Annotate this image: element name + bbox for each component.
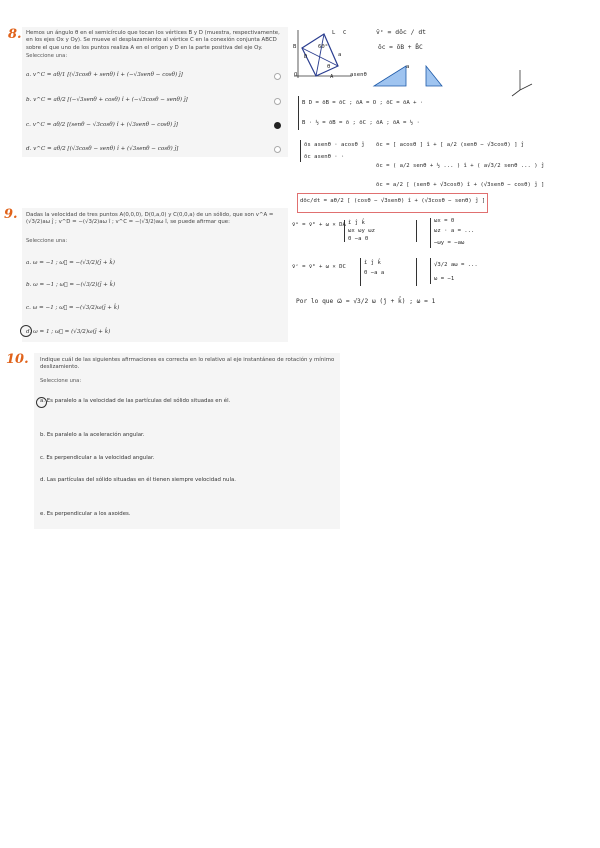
question-8-select-label: Seleccione una: <box>26 53 68 59</box>
q9-option-d-formula: ω = 1 ; ω⃗ = (√3/2)ω(ĵ + k̂) <box>33 329 111 335</box>
q8-option-b-letter: b. <box>26 97 32 103</box>
question-10-number: 10. <box>6 352 29 367</box>
q9-result-1: ωx = 0 <box>434 218 455 224</box>
q8-option-b[interactable] <box>26 97 188 103</box>
q8-option-b-radio[interactable] <box>274 98 281 105</box>
q9-det-row-3: 0 −a 0 <box>348 236 369 242</box>
question-9-number: 9. <box>4 207 18 222</box>
q9-det-bar-3 <box>360 258 361 286</box>
q9-option-a[interactable] <box>26 260 115 266</box>
q9-det-row-1: î ĵ k̂ <box>348 220 365 226</box>
q9-final-line: Por lo que ω⃗ = √3/2 ω (ĵ + k̂) ; ω = 1 <box>296 298 436 305</box>
q8-option-c[interactable] <box>26 122 178 128</box>
brace-1 <box>298 96 299 130</box>
axes-sketch <box>508 68 534 98</box>
q8-option-b-formula: v^C = aθ/2 [(−√3senθ + cosθ) î + (−√3cosθ − senθ) ĵ] <box>33 97 188 103</box>
q9-det-row-5: 0 −a a <box>364 270 385 276</box>
sketch-label-theta: θ <box>327 64 331 70</box>
question-9-text: Dadas la velocidad de tres puntos A(0,0,0), D(0,a,0) y C(0,0,a) de un sólido, que son v^A = (√3/2)aω ĵ ; v^D = −(√3/2)aω î ; v^C = −(√3/2)aω î, se puede afirmar que: <box>26 212 274 226</box>
question-9-panel <box>22 208 288 342</box>
triangle-2-label: a <box>406 64 410 70</box>
sketch-label-o: O <box>294 72 298 78</box>
q10-option-c[interactable] <box>40 455 154 461</box>
q8-option-c-letter: c. <box>26 122 31 128</box>
q10-option-a-letter: a. <box>40 398 46 404</box>
q10-option-a[interactable] <box>40 398 230 404</box>
question-8-number: 8. <box>8 27 22 42</box>
q10-option-c-letter: c. <box>40 455 45 461</box>
q9-note-line-2: v̄ᶜ = v̄ᴰ + ω × DC <box>292 264 346 270</box>
q10-option-b-letter: b. <box>40 432 46 438</box>
q10-option-c-label: Es perpendicular a la velocidad angular. <box>46 455 155 461</box>
q9-result-2: ωz · a = ... <box>434 228 475 234</box>
q10-option-a-label: Es paralelo a la velocidad de las partículas del sólido situadas en él. <box>46 398 231 404</box>
brace-2 <box>300 140 301 162</box>
q8-option-c-formula: v^C = aθ/2 [(senθ − √3cosθ) î + (√3senθ − cosθ) ĵ] <box>32 122 178 128</box>
q8-option-a-formula: v^C = aθ/1 [(√3cosθ + senθ) î + (−√3senθ − cosθ) ĵ] <box>32 72 183 78</box>
q9-det-bar-4 <box>416 258 417 286</box>
triangle-sketch-1 <box>372 64 408 88</box>
q10-option-d-label: Las partículas del sólido situadas en él tienen siempre velocidad nula. <box>46 477 236 483</box>
q9-option-c-letter: c. <box>26 305 31 311</box>
q9-result-brace-1 <box>430 218 431 248</box>
q9-option-c-formula: ω = −1 ; ω⃗ = −(√3/2)ω(ĵ + k̂) <box>32 305 120 311</box>
q9-det-row-4: î ĵ k̂ <box>364 260 381 266</box>
q10-option-d[interactable] <box>40 477 236 483</box>
note-line-3b: ōc = [ acosθ ] î + [ a/2 (senθ − √3cosθ) ] ĵ <box>376 142 525 148</box>
boxed-result-text: dōc/dt = aθ/2 [ (cosθ − √3senθ) î + (√3cosθ − senθ) ĵ ] <box>300 198 486 204</box>
q9-option-c[interactable] <box>26 305 119 311</box>
note-line-1: B D = ōB = ōC ; ōA = O ; ōC = ōA + · <box>302 100 424 106</box>
note-line-4a: ōc asenθ · · <box>304 154 345 160</box>
q9-option-b-letter: b. <box>26 282 32 288</box>
q8-option-a-letter: a. <box>26 72 32 78</box>
q8-option-d[interactable] <box>26 146 178 152</box>
oc-sum: ōc = ōB + B̄C <box>378 44 423 51</box>
q10-option-e-label: Es perpendicular a los axoides. <box>46 511 131 517</box>
question-8-text: Hemos un ángulo θ en el semicírculo que tocan los vértices B y D (muestra, respectivamente, en los ejes Ox y Oy). Se mueve el desplazamiento al vértice C en la conexión conjunta ABCD sobre el que uno de los puntos realiza A en el origen y D en la parte positiva del eje Oy. <box>26 30 280 51</box>
q10-option-e[interactable] <box>40 511 131 517</box>
sketch-label-b: B <box>293 44 297 50</box>
q8-option-d-letter: d. <box>26 146 32 152</box>
sketch-label-side-a: a <box>338 52 342 58</box>
q9-option-d[interactable] <box>26 329 110 335</box>
q9-option-d-letter: d. <box>26 329 32 335</box>
sketch-label-c: C <box>343 30 347 36</box>
q9-note-line-1: v̄ᴬ = v̄ᴰ + ω × DA <box>292 222 346 228</box>
question-10-text: Indique cuál de las siguientes afirmaciones es correcta en lo relativo al eje instantáneo de rotación y mínimo deslizamiento. <box>40 357 335 371</box>
sketch-label-60: 60° <box>318 44 329 50</box>
q9-result-4: √3/2 aω = ... <box>434 262 478 268</box>
q8-option-d-radio[interactable] <box>274 146 281 153</box>
triangle-1-label: asenθ <box>350 72 367 78</box>
sketch-label-l: L <box>332 30 336 36</box>
q8-option-a-radio[interactable] <box>274 73 281 80</box>
q10-option-e-letter: e. <box>40 511 46 517</box>
sketch-label-a: A <box>330 74 334 80</box>
vc-definition: v̄ᶜ = dōc / dt <box>376 28 427 36</box>
note-line-2: B · ½ = ōB = ō ; ōC ; ōA ; ōA = ½ · <box>302 120 420 126</box>
q8-option-d-formula: v^C = aθ/2 [(√3cosθ − senθ) î + (√3senθ − cosθ) ĵ] <box>33 146 179 152</box>
sketch-label-d: D <box>304 54 308 60</box>
q10-option-d-letter: d. <box>40 477 46 483</box>
q9-answer-circle <box>20 325 32 337</box>
question-9-select-label: Seleccione una: <box>26 238 68 244</box>
q9-option-b-formula: ω = −1 ; ω⃗ = −(√3/2)(ĵ + k̂) <box>33 282 116 288</box>
q9-option-a-letter: a. <box>26 260 32 266</box>
q8-option-c-radio[interactable] <box>274 122 281 129</box>
note-line-5: ōc = a/2 [ (senθ + √3cosθ) î + (√3senθ − cosθ) ĵ ] <box>376 182 545 188</box>
q8-option-a[interactable] <box>26 72 183 78</box>
q10-option-b[interactable] <box>40 432 145 438</box>
q9-option-a-formula: ω = −1 ; ω⃗ = −(√3/2)(ĵ + k̂) <box>32 260 115 266</box>
q9-result-5: ω = −1 <box>434 276 455 282</box>
q9-result-brace-2 <box>430 258 431 284</box>
q9-option-b[interactable] <box>26 282 115 288</box>
q10-option-b-label: Es paralelo a la aceleración angular. <box>46 432 145 438</box>
q9-result-3: −ωy = −aω <box>434 240 465 246</box>
q9-det-row-2: ωx ωy ωz <box>348 228 375 234</box>
question-10-select-label: Seleccione una: <box>40 378 82 384</box>
q9-det-bar-1 <box>344 220 345 242</box>
note-line-3a: ōs asenθ · acosθ ĵ <box>304 142 365 148</box>
note-line-4b: ōc = ( a/2 senθ + ½ ... ) î + ( a√3/2 senθ ... ) ĵ <box>376 163 545 169</box>
triangle-sketch-2 <box>424 64 444 88</box>
q9-det-bar-2 <box>416 220 417 242</box>
